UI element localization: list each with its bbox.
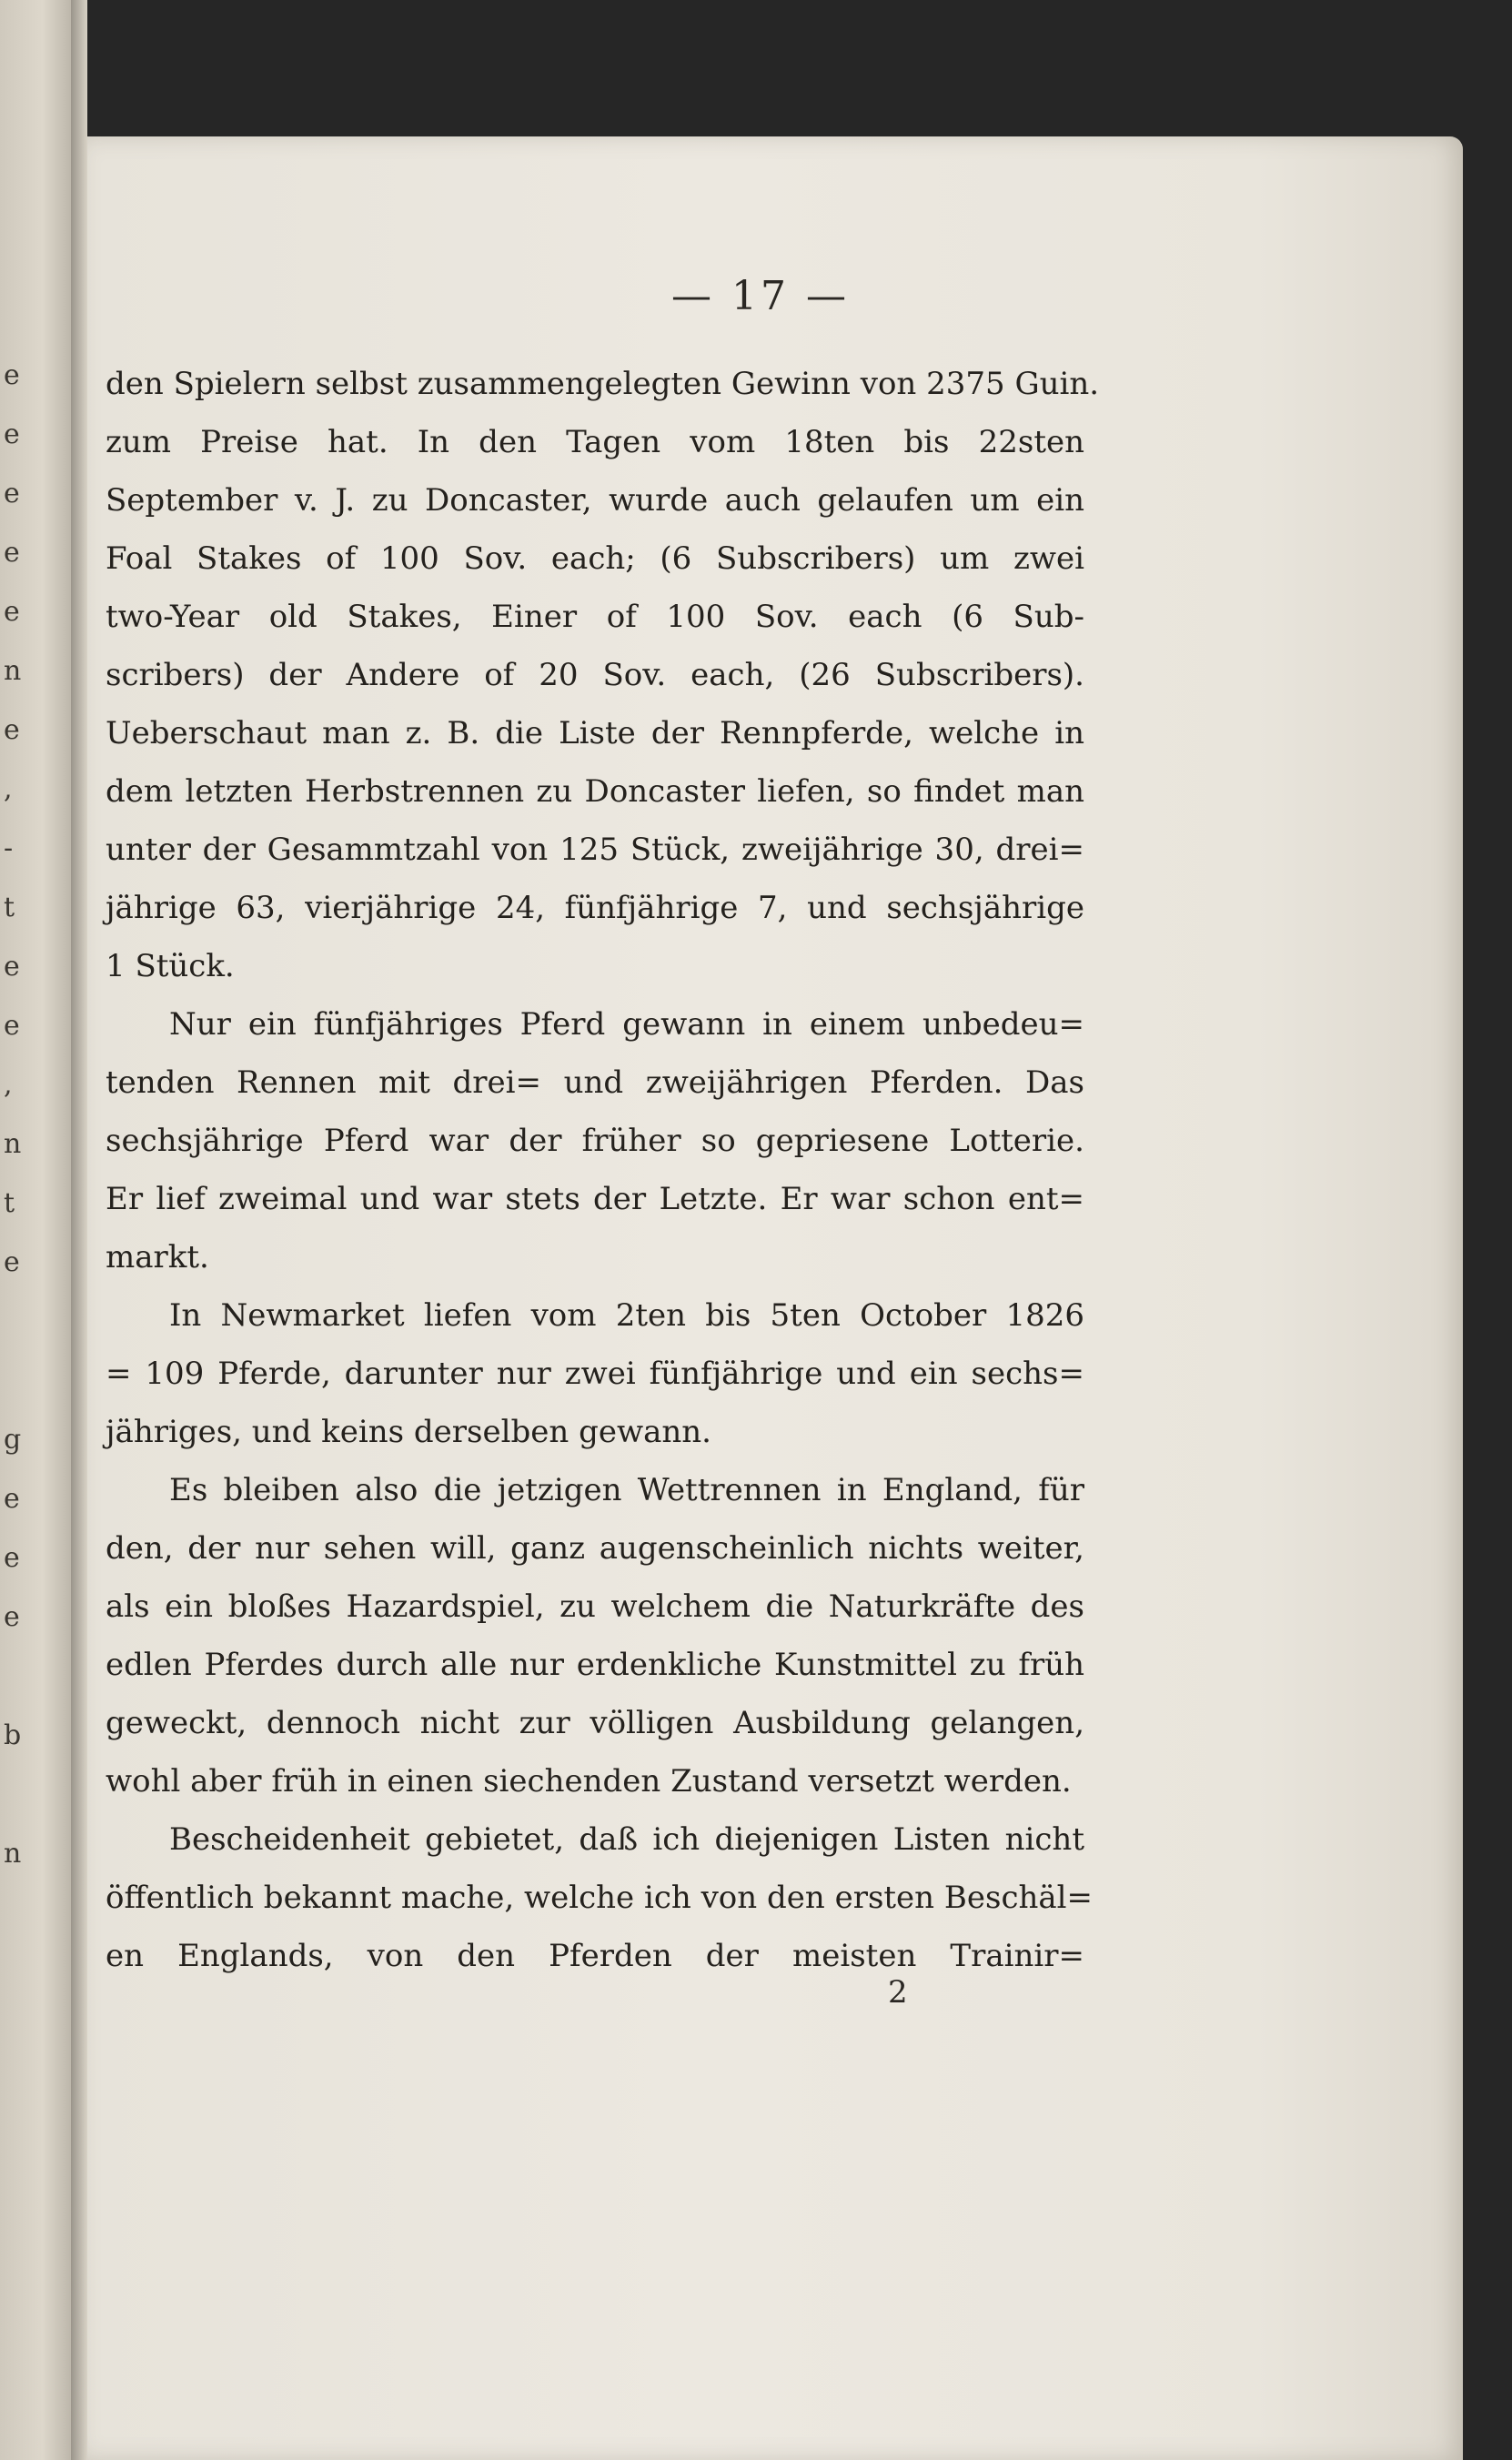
text-line: den, der nur sehen will, ganz augenscheinlich nichts weiter, [106,1530,1084,1567]
text-line: den Spielern selbst zusammengelegten Gewinn von 2375 Guin. [106,366,1100,402]
prev-mark: e [4,596,20,628]
prev-mark: e [4,714,20,746]
text-line: In Newmarket liefen vom 2ten bis 5ten October 1826 [169,1297,1084,1334]
prev-mark: e [4,1601,20,1633]
prev-mark: t [4,892,15,923]
text-line: wohl aber früh in einen siechenden Zustand versetzt werden. [106,1763,1072,1800]
text-line: als ein bloßes Hazardspiel, zu welchem die Naturkräfte des [106,1588,1084,1625]
prev-mark: e [4,1483,20,1515]
prev-mark [4,1351,40,1410]
prev-mark [4,1647,40,1706]
text-line: dem letzten Herbstrennen zu Doncaster liefen, so findet man [106,773,1084,810]
text-line: 1 Stück. [106,948,235,984]
signature-mark: 2 [888,1974,908,2011]
prev-mark: n [4,1128,22,1160]
book-gutter [71,0,87,2460]
text-line: tenden Rennen mit drei= und zweijährigen Pferden. Das [106,1064,1084,1101]
text-line: öffentlich bekannt mache, welche ich von den ersten Beschäl= [106,1880,1094,1916]
text-line: two-Year old Stakes, Einer of 100 Sov. each (6 Sub- [106,599,1084,635]
text-line: jähriges, und keins derselben gewann. [106,1414,711,1450]
previous-page-marks [4,346,40,1883]
text-line: scribers) der Andere of 20 Sov. each, (26 Subscribers). [106,657,1084,693]
prev-mark: e [4,951,20,983]
text-line: markt. [106,1239,209,1275]
previous-page-edge [0,0,71,2460]
text-line: sechsjährige Pferd war der früher so gepriesene Lotterie. [106,1123,1084,1159]
text-line: Es bleiben also die jetzigen Wettrennen in England, für [169,1472,1084,1508]
prev-mark: e [4,359,20,391]
prev-mark: e [4,418,20,450]
text-line: September v. J. zu Doncaster, wurde auch gelaufen um ein [106,482,1084,519]
page-body [106,355,1100,1985]
text-line: Ueberschaut man z. B. die Liste der Rennpferde, welche in [106,715,1084,751]
prev-mark: - [4,832,14,864]
prev-mark: e [4,1010,20,1042]
text-line: Nur ein fünfjähriges Pferd gewann in einem unbedeu= [169,1006,1084,1043]
text-line: Foal Stakes of 100 Sov. each; (6 Subscribers) um zwei [106,540,1084,577]
text-line: edlen Pferdes durch alle nur erdenkliche Kunstmittel zu früh [106,1647,1084,1683]
prev-mark: e [4,1542,20,1574]
prev-mark: n [4,1838,22,1870]
text-line: unter der Gesammtzahl von 125 Stück, zweijährige 30, drei= [106,832,1084,868]
book-page [87,136,1463,2460]
text-line: = 109 Pferde, darunter nur zwei fünfjährige und ein sechs= [106,1356,1084,1392]
prev-mark: b [4,1719,22,1751]
prev-mark [4,1765,40,1824]
text-line: Er lief zweimal und war stets der Letzte. Er war schon ent= [106,1181,1084,1217]
prev-mark: t [4,1187,15,1219]
text-line: en Englands, von den Pferden der meisten Trainir= [106,1938,1084,1974]
prev-mark: , [4,773,13,805]
prev-mark [4,1292,40,1351]
text-line: geweckt, dennoch nicht zur völligen Ausbildung gelangen, [106,1705,1084,1741]
prev-mark: e [4,478,20,509]
prev-mark: g [4,1424,22,1456]
prev-mark: e [4,1246,20,1278]
prev-mark: n [4,655,22,687]
page-number: — 17 — [671,273,850,319]
prev-mark: , [4,1069,13,1101]
text-line: Bescheidenheit gebietet, daß ich diejenigen Listen nicht [169,1821,1084,1858]
text-line: jährige 63, vierjährige 24, fünfjährige 7, und sechsjährige [106,890,1084,926]
prev-mark: e [4,537,20,569]
text-line: zum Preise hat. In den Tagen vom 18ten bis 22sten [106,424,1084,460]
